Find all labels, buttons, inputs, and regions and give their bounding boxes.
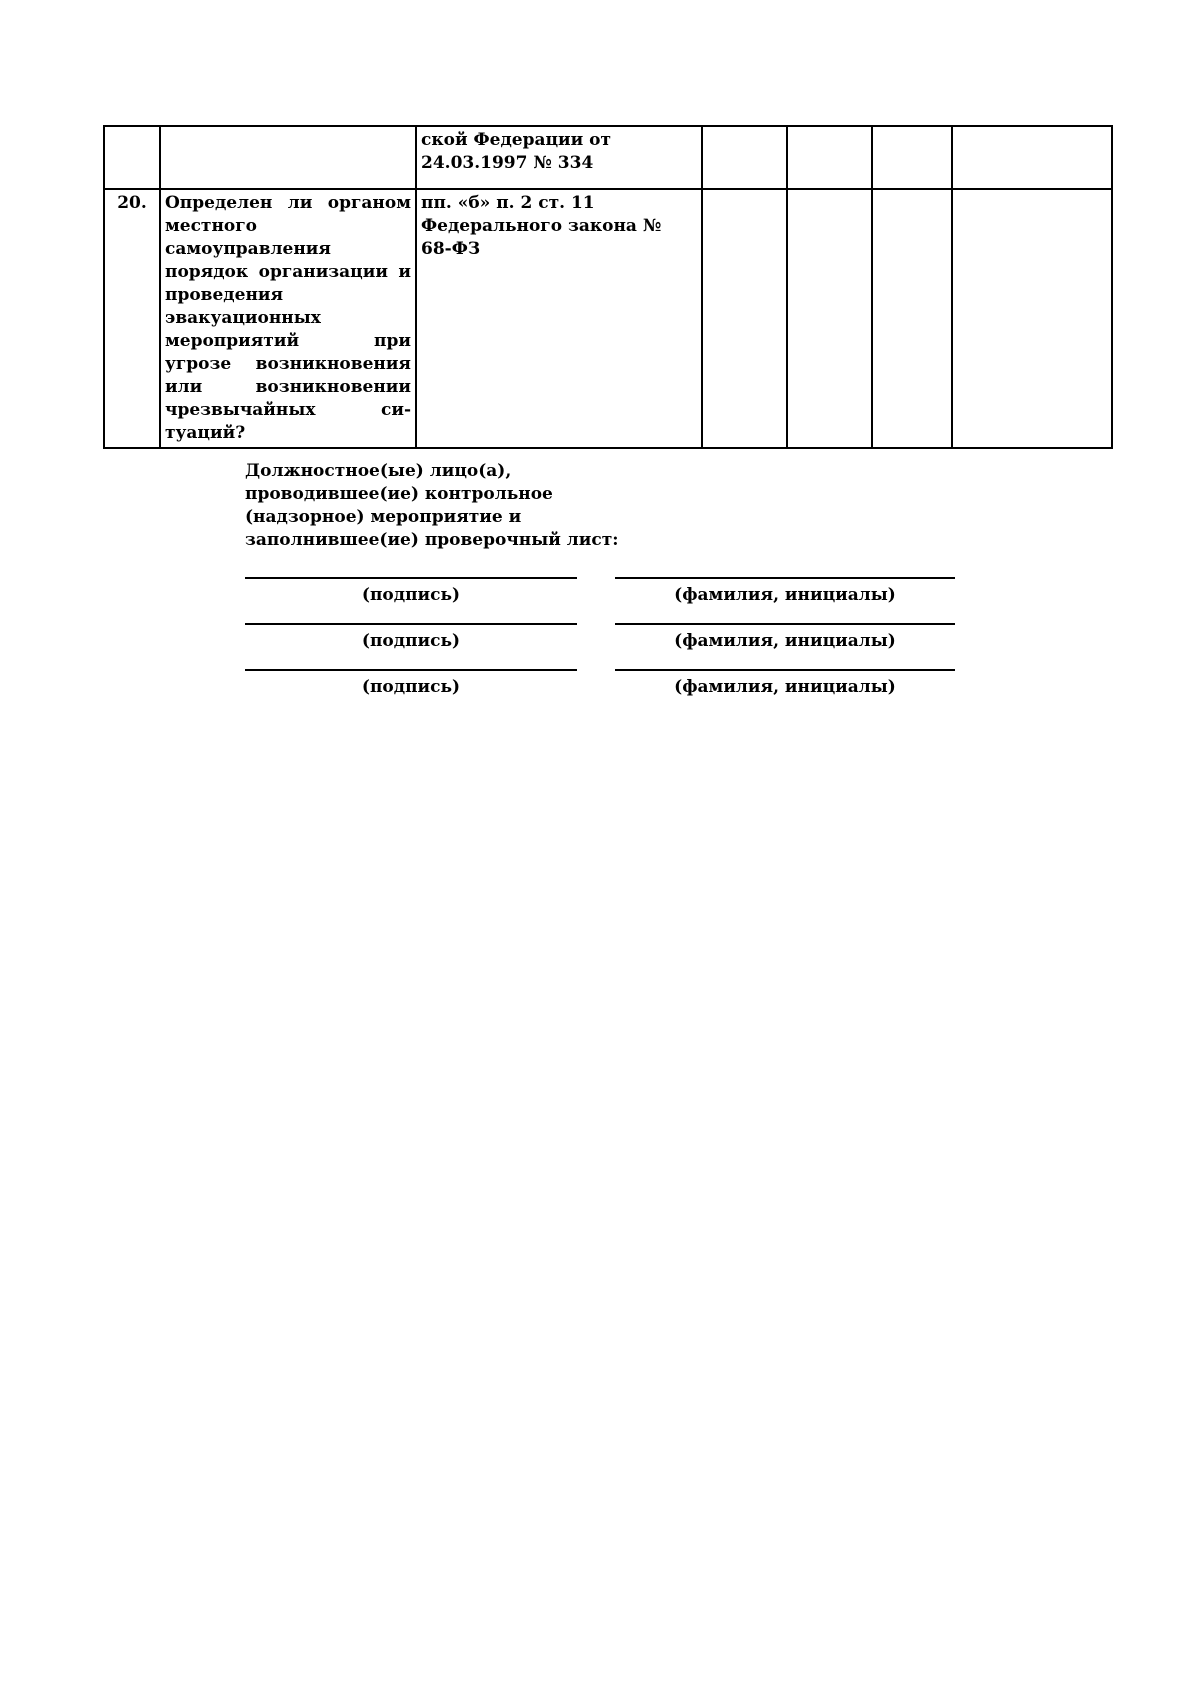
table-row-item-20	[104, 189, 1112, 448]
name-initials-field[interactable]: (фамилия, инициалы)	[615, 623, 955, 653]
signature-field[interactable]: (подпись)	[245, 623, 577, 653]
signature-row-2	[0, 623, 1200, 653]
officials-heading-line: Должностное(ые) лицо(а),	[245, 461, 512, 481]
officials-heading	[245, 460, 619, 552]
signature-field[interactable]: (подпись)	[245, 577, 577, 607]
row-number-cell: 20.	[104, 189, 160, 448]
row-number-cell	[104, 126, 160, 189]
question-cell	[160, 126, 416, 189]
officials-heading-line: проводившее(ие) контрольное	[245, 484, 553, 504]
answer-yes-cell[interactable]	[702, 126, 787, 189]
signature-row-1	[0, 577, 1200, 607]
signature-field[interactable]: (подпись)	[245, 669, 577, 699]
legal-reference-cell: ской Федерации от 24.03.1997 № 334	[416, 126, 702, 189]
checklist-table	[103, 125, 1113, 449]
legal-reference-cell: пп. «б» п. 2 ст. 11 Федерального закона № 68-ФЗ	[416, 189, 702, 448]
name-initials-field[interactable]: (фамилия, инициалы)	[615, 577, 955, 607]
officials-heading-line: (надзорное) мероприятие и	[245, 507, 522, 527]
answer-not-applicable-cell[interactable]	[872, 189, 952, 448]
name-initials-field[interactable]: (фамилия, инициалы)	[615, 669, 955, 699]
answer-no-cell[interactable]	[787, 126, 872, 189]
answer-no-cell[interactable]	[787, 189, 872, 448]
signature-row-3	[0, 669, 1200, 699]
answer-not-applicable-cell[interactable]	[872, 126, 952, 189]
table-row-continuation	[104, 126, 1112, 189]
answer-yes-cell[interactable]	[702, 189, 787, 448]
officials-heading-line: заполнившее(ие) проверочный лист:	[245, 530, 619, 550]
note-cell[interactable]	[952, 189, 1112, 448]
question-cell: Определен ли органом местного самоуправления порядок организации и проведения эвакуационных мероприятий при угрозе возникновения или возникновении чрезвычайных ситуаций?	[160, 189, 416, 448]
note-cell[interactable]	[952, 126, 1112, 189]
